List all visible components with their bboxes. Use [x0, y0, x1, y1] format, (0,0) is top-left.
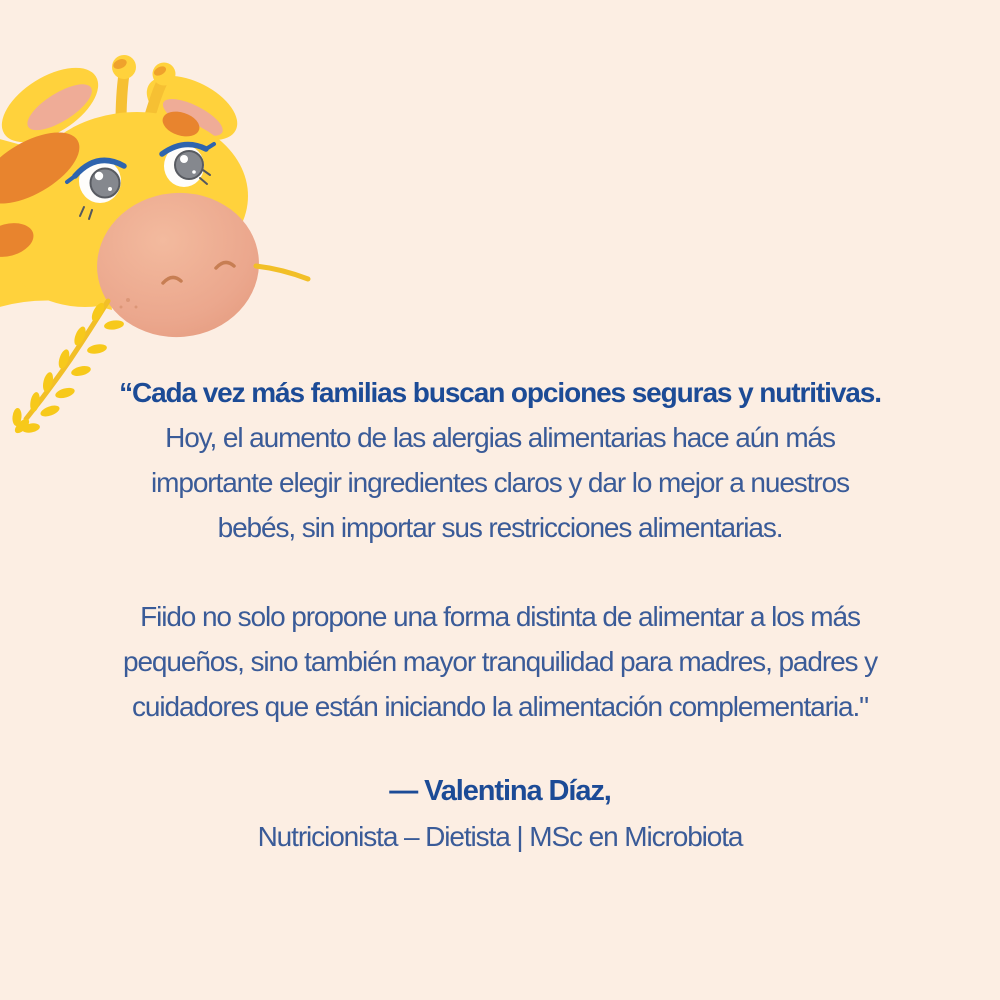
quote-line: bebés, sin importar sus restricciones alimentarias. — [217, 512, 783, 543]
attribution-title: Nutricionista – Dietista | MSc en Microbiota — [257, 821, 743, 852]
quote-paragraph-1 — [40, 370, 960, 550]
quote-line: Fiido no solo propone una forma distinta de alimentar a los más — [140, 601, 860, 632]
quote-line: Hoy, el aumento de las alergias alimentarias hace aún más — [165, 422, 835, 453]
attribution — [40, 769, 960, 859]
quote-block — [40, 370, 960, 859]
quote-paragraph-2 — [40, 594, 960, 729]
attribution-name: — Valentina Díaz, — [389, 775, 611, 807]
quote-line: importante elegir ingredientes claros y dar lo mejor a nuestros — [151, 467, 849, 498]
quote-line: “Cada vez más familias buscan opciones seguras y nutritivas. — [119, 377, 881, 408]
quote-line: pequeños, sino también mayor tranquilidad para madres, padres y — [122, 646, 878, 677]
quote-line: cuidadores que están iniciando la alimentación complementaria." — [131, 691, 868, 722]
